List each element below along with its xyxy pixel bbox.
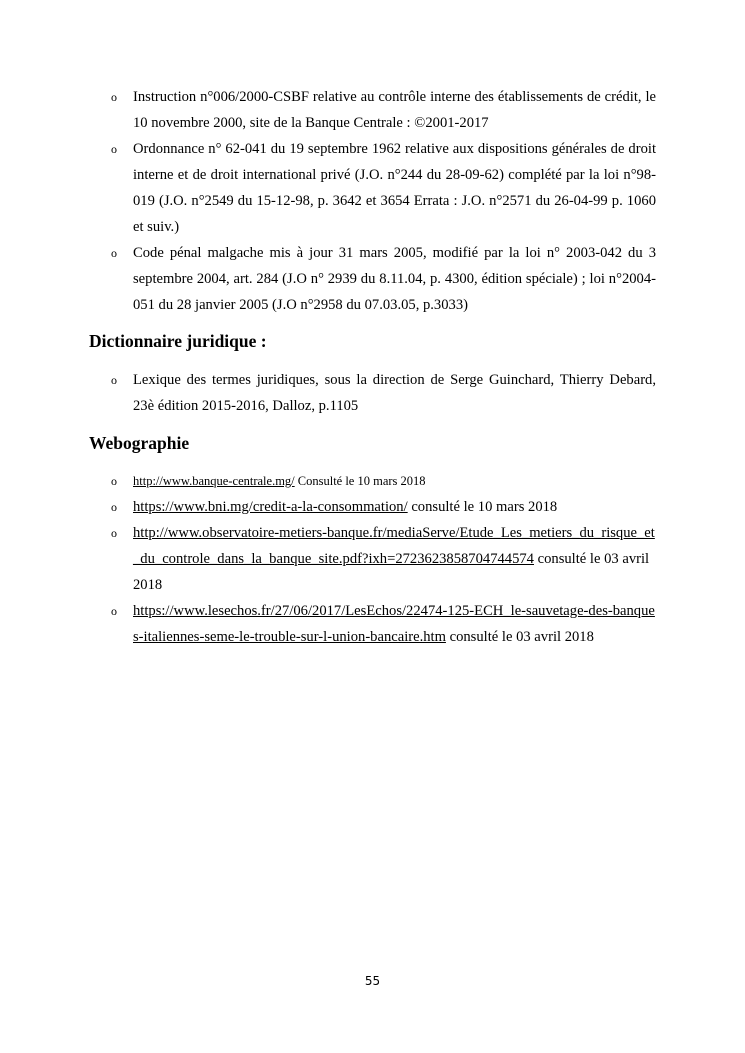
webography-list — [111, 468, 656, 650]
reference-text: Instruction n°006/2000-CSBF relative au contrôle interne des établissements de crédit, le 10 novembre 2000, site de la Banque Centrale : ©2001-2017 — [133, 89, 656, 131]
bullet-icon: o — [111, 474, 117, 488]
bullet-icon: o — [111, 246, 117, 260]
reference-text: Ordonnance n° 62-041 du 19 septembre 1962 relative aux dispositions générales de droit interne et de droit international privé (J.O. n°244 du 28-09-62) complété par la loi n°98-019 (J.O. n°2549 du 15-12-98, p. 3642 et 3654 Errata : J.O. n°2571 du 26-04-99 p. 1060 et suiv.) — [133, 141, 656, 235]
list-item — [111, 84, 656, 136]
list-item — [111, 367, 656, 419]
bullet-icon: o — [111, 373, 117, 387]
consultation-note: consulté le 03 avril 2018 — [445, 629, 594, 645]
reference-text: Code pénal malgache mis à jour 31 mars 2005, modifié par la loi n° 2003-042 du 3 septembre 2004, art. 284 (J.O n° 2939 du 8.11.04, p. 4300, édition spéciale) ; loi n°2004-051 du 28 janvier 2005 (J.O n°2958 du 07.03.05, p.3033) — [133, 245, 656, 313]
bullet-icon: o — [111, 90, 117, 104]
web-link[interactable]: https://www.lesechos.fr/27/06/2017/LesEchos/22474-125-ECH_le-sauvetage-des-banques-italiennes-seme-le-trouble-sur-l-union-bancaire.htm — [133, 603, 655, 645]
consultation-note: Consulté le 10 mars 2018 — [294, 474, 426, 488]
page-number: 55 — [364, 974, 381, 988]
reference-text: Lexique des termes juridiques, sous la direction de Serge Guinchard, Thierry Debard, 23è édition 2015-2016, Dalloz, p.1105 — [133, 372, 656, 414]
list-item — [111, 468, 656, 494]
list-item — [111, 240, 656, 318]
web-link[interactable]: http://www.observatoire-metiers-banque.fr/mediaServe/Etude_Les_metiers_du_risque_et_du_controle_dans_la_banque_site.pdf?ixh=2723623858704744574 — [133, 525, 655, 567]
section-heading-webography: Webographie — [89, 433, 190, 453]
web-link[interactable]: http://www.banque-centrale.mg/ — [133, 474, 295, 488]
bullet-icon: o — [111, 604, 117, 618]
bullet-icon: o — [111, 142, 117, 156]
web-link[interactable]: https://www.bni.mg/credit-a-la-consommation/ — [133, 499, 408, 515]
list-item — [111, 598, 656, 650]
bullet-icon: o — [111, 500, 117, 514]
consultation-note: consulté le 03 avril 2018 — [133, 551, 650, 593]
section-heading-dictionary: Dictionnaire juridique : — [89, 331, 267, 351]
list-item — [111, 494, 656, 520]
bullet-icon: o — [111, 526, 117, 540]
dictionary-list — [111, 367, 656, 419]
list-item — [111, 136, 656, 240]
consultation-note: consulté le 10 mars 2018 — [407, 499, 558, 515]
list-item — [111, 520, 656, 598]
legal-texts-list — [111, 84, 656, 318]
